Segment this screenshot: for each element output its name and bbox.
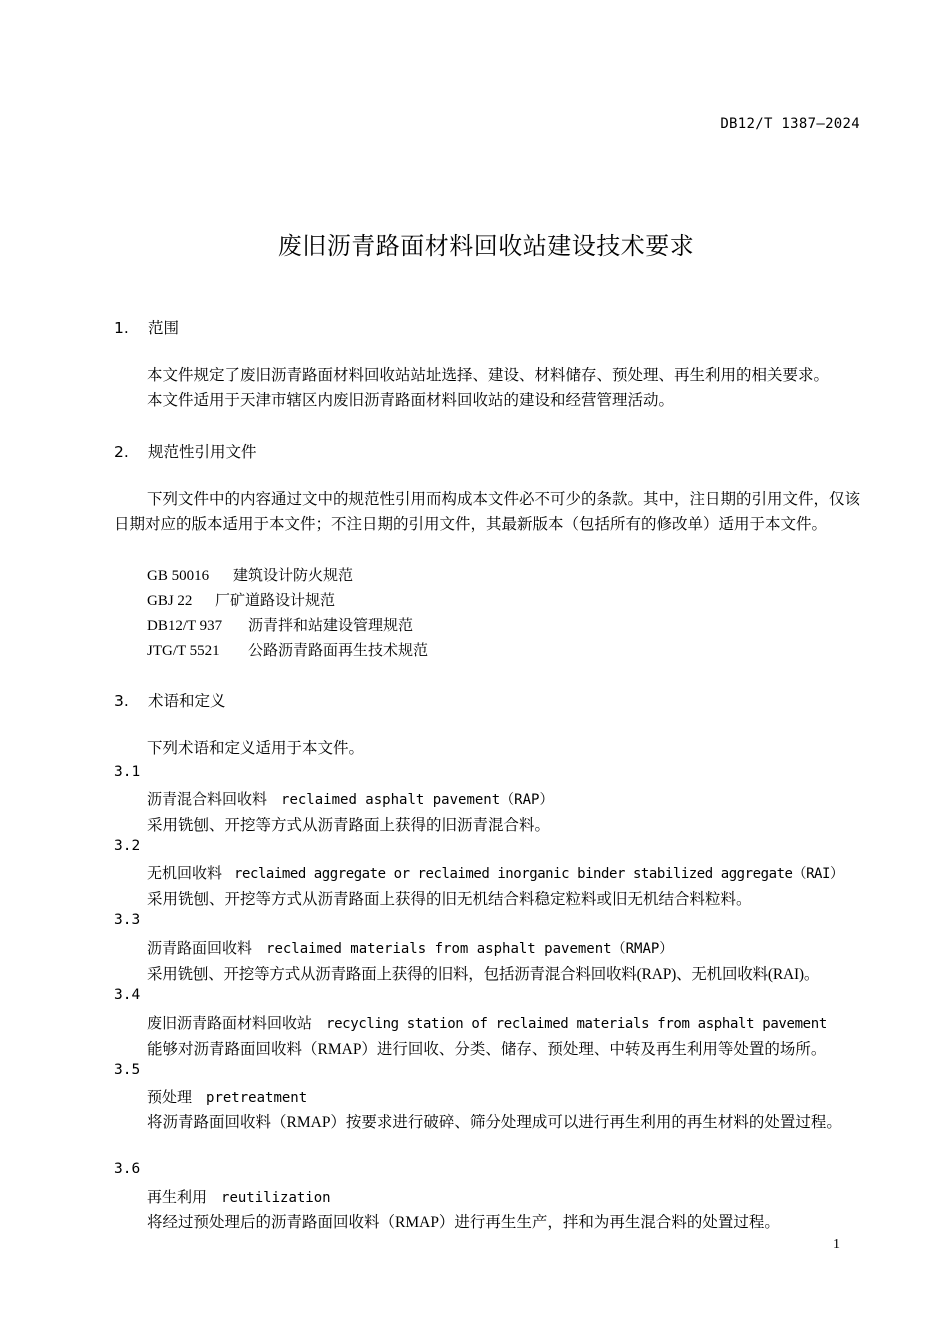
- section-title: 范围: [148, 319, 180, 337]
- term-number: 3.3: [114, 912, 141, 928]
- page-number: 1: [833, 1237, 840, 1252]
- term-chinese: 预处理: [147, 1088, 193, 1106]
- section-1-heading: [114, 316, 179, 338]
- reference-code: DB12/T 937: [147, 618, 223, 634]
- terms-intro: 下列术语和定义适用于本文件。: [147, 740, 365, 757]
- reference-code: GBJ 22: [147, 593, 193, 609]
- term-definition: 采用铣刨、开挖等方式从沥青路面上获得的旧沥青混合料。: [147, 817, 551, 834]
- section-2-heading: [114, 440, 257, 462]
- term-chinese: 沥青路面回收料: [147, 939, 253, 957]
- term-heading: [147, 862, 844, 883]
- document-title: 废旧沥青路面材料回收站建设技术要求: [277, 232, 695, 260]
- reference-name: 建筑设计防火规范: [233, 568, 354, 584]
- term-english: recycling station of reclaimed materials from asphalt pavement: [326, 1016, 827, 1032]
- term-english: reutilization: [221, 1190, 331, 1206]
- term-chinese: 再生利用: [147, 1188, 208, 1206]
- term-chinese: 沥青混合料回收料: [147, 790, 268, 808]
- term-number: 3.4: [114, 987, 141, 1003]
- term-english: reclaimed materials from asphalt pavement（RMAP）: [266, 941, 674, 957]
- section-title: 规范性引用文件: [148, 443, 257, 461]
- term-english: reclaimed asphalt pavement（RAP）: [281, 792, 554, 808]
- document-code: DB12/T 1387—2024: [720, 116, 860, 132]
- term-definition: 采用铣刨、开挖等方式从沥青路面上获得的旧料，包括沥青混合料回收料(RAP)、无机回收料(RAI)。: [147, 966, 820, 983]
- term-definition: 能够对沥青路面回收料（RMAP）进行回收、分类、储存、预处理、中转及再生利用等处置的场所。: [147, 1041, 827, 1058]
- term-heading: [147, 1086, 307, 1107]
- scope-paragraph-2: 本文件适用于天津市辖区内废旧沥青路面材料回收站的建设和经营管理活动。: [147, 392, 675, 409]
- scope-paragraph-1: 本文件规定了废旧沥青路面材料回收站站址选择、建设、材料储存、预处理、再生利用的相关要求。: [147, 367, 830, 384]
- reference-item: [147, 639, 428, 660]
- reference-item: [147, 589, 335, 610]
- reference-code: GB 50016: [147, 568, 210, 584]
- section-title: 术语和定义: [148, 692, 226, 710]
- term-number: 3.2: [114, 838, 141, 854]
- references-intro: 下列文件中的内容通过文中的规范性引用而构成本文件必不可少的条款。其中，注日期的引用文件，仅该日期对应的版本适用于本文件；不注日期的引用文件，其最新版本（包括所有的修改单）适用于本文件。: [114, 491, 861, 533]
- term-heading: [147, 1012, 827, 1033]
- term-chinese: 无机回收料: [147, 864, 223, 882]
- term-heading: [147, 937, 673, 958]
- reference-name: 公路沥青路面再生技术规范: [248, 643, 429, 659]
- reference-item: [147, 564, 353, 585]
- term-number: 3.1: [114, 764, 141, 780]
- term-definition: 采用铣刨、开挖等方式从沥青路面上获得的旧无机结合料稳定粒料或旧无机结合料粒料。: [147, 891, 752, 908]
- section-3-heading: [114, 689, 226, 711]
- section-number: 2.: [114, 443, 129, 461]
- term-chinese: 废旧沥青路面材料回收站: [147, 1014, 313, 1032]
- term-number: 3.6: [114, 1161, 141, 1177]
- reference-name: 厂矿道路设计规范: [215, 593, 336, 609]
- reference-code: JTG/T 5521: [147, 643, 220, 659]
- term-number: 3.5: [114, 1062, 141, 1078]
- term-english: pretreatment: [206, 1090, 308, 1106]
- reference-name: 沥青拌和站建设管理规范: [248, 618, 414, 634]
- term-heading: [147, 1186, 331, 1207]
- term-english: reclaimed aggregate or reclaimed inorganic binder stabilized aggregate（RAI）: [234, 866, 844, 882]
- term-definition: 将沥青路面回收料（RMAP）按要求进行破碎、筛分处理成可以进行再生利用的再生材料的处置过程。: [147, 1114, 842, 1131]
- section-number: 3.: [114, 692, 129, 710]
- reference-item: [147, 614, 413, 635]
- term-heading: [147, 788, 553, 809]
- term-definition: 将经过预处理后的沥青路面回收料（RMAP）进行再生生产，拌和为再生混合料的处置过程。: [147, 1214, 780, 1231]
- section-number: 1.: [114, 319, 129, 337]
